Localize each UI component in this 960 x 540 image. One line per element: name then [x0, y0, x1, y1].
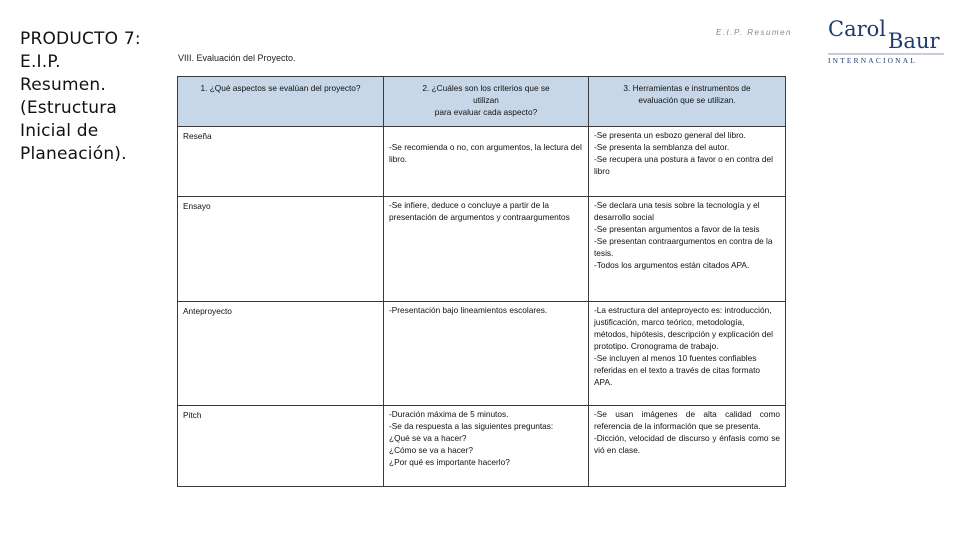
logo-word-carol: Carol: [828, 17, 886, 41]
row-criteria: -Se recomienda o no, con argumentos, la lectura del libro.: [384, 127, 589, 197]
section-heading: VIII. Evaluación del Proyecto.: [178, 53, 296, 63]
logo-word-baur: Baur: [888, 29, 940, 53]
row-criteria: -Presentación bajo lineamientos escolares.: [384, 302, 589, 406]
row-aspect: Anteproyecto: [178, 302, 384, 406]
product-title: PRODUCTO 7: E.I.P. Resumen. (Estructura Inicial de Planeación).: [20, 29, 141, 164]
evaluation-table: [177, 76, 786, 487]
row-criteria: -Duración máxima de 5 minutos. -Se da respuesta a las siguientes preguntas: ¿Qué se va a hacer? ¿Cómo se va a hacer? ¿Por qué es importante hacerlo?: [384, 406, 589, 487]
row-tools: -Se usan imágenes de alta calidad como referencia de la información que se presenta. -Dicción, velocidad de discurso y énfasis como se vió en clase.: [589, 406, 786, 487]
header-label: E.I.P. Resumen: [716, 28, 792, 37]
table-row: [178, 406, 786, 487]
row-tools: -Se declara una tesis sobre la tecnología y el desarrollo social -Se presentan argumentos a favor de la tesis -Se presentan contraargumentos en contra de la tesis. -Todos los argumentos están citados APA.: [589, 197, 786, 302]
header-aspects: 1. ¿Qué aspectos se evalúan del proyecto?: [178, 77, 384, 127]
header-criteria: 2. ¿Cuáles son los criterios que se utilizan para evaluar cada aspecto?: [384, 77, 589, 127]
table-row: [178, 127, 786, 197]
table-row: [178, 197, 786, 302]
row-tools: -Se presenta un esbozo general del libro. -Se presenta la semblanza del autor. -Se recupera una postura a favor o en contra del libro: [589, 127, 786, 197]
table-header-row: [178, 77, 786, 127]
row-tools: -La estructura del anteproyecto es: introducción, justificación, marco teórico, metodología, métodos, hipótesis, descripción y explicación del prototipo. Cronograma de trabajo. -Se incluyen al menos 10 fuentes confiables referidas en el texto a través de citas formato APA.: [589, 302, 786, 406]
row-aspect: Pitch: [178, 406, 384, 487]
row-aspect: Ensayo: [178, 197, 384, 302]
row-criteria: -Se infiere, deduce o concluye a partir de la presentación de argumentos y contraargumentos: [384, 197, 589, 302]
table-row: [178, 302, 786, 406]
row-aspect: Reseña: [178, 127, 384, 197]
carol-baur-logo: [826, 14, 948, 66]
logo-subtitle: INTERNACIONAL: [828, 56, 917, 65]
header-tools: 3. Herramientas e instrumentos de evaluación que se utilizan.: [589, 77, 786, 127]
